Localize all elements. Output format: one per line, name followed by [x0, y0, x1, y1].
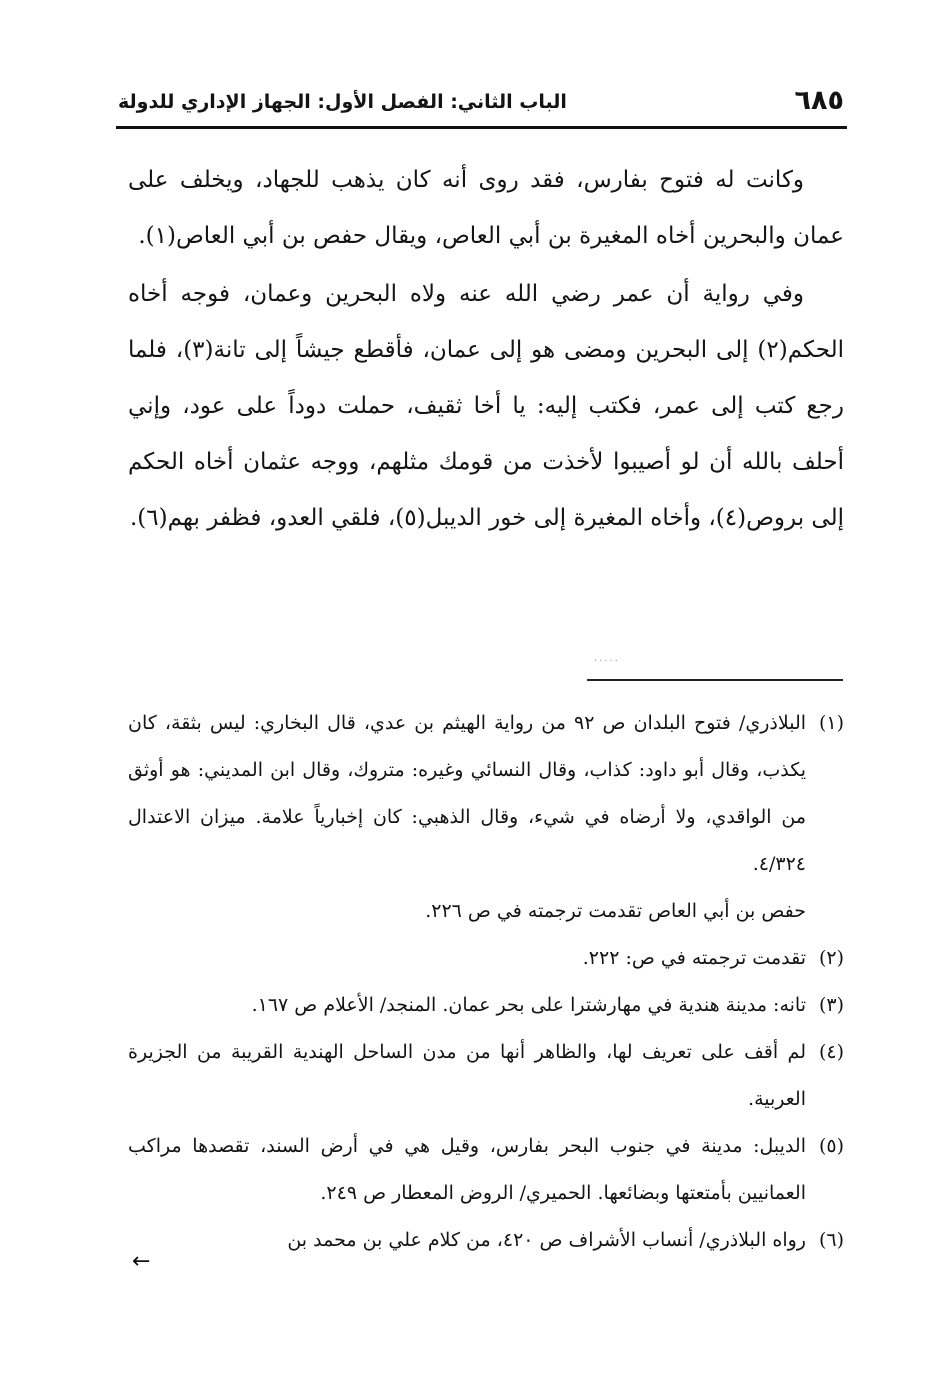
footnote-number: (٤)	[818, 1041, 844, 1063]
footnote-number: (٦)	[818, 1229, 844, 1251]
footnote-text: تقدمت ترجمته في ص: ٢٢٢.	[582, 947, 806, 969]
continue-arrow-icon: ←	[132, 1249, 151, 1274]
footnote-separator	[587, 679, 843, 681]
footnote	[128, 935, 844, 982]
paragraph: وفي رواية أن عمر رضي الله عنه ولاه البحرين وعمان، فوجه أخاه الحكم(٢) إلى البحرين ومضى هو إلى عمان، فأقطع جيشاً إلى تانة(٣)، فلما رجع كتب إلى عمر، فكتب إليه: يا أخا ثقيف، حملت دوداً على عود، وإني أحلف بالله أن لو أصيبوا لأخذت من قومك مثلهم، ووجه عثمان أخاه الحكم إلى بروص(٤)، وأخاه المغيرة إلى خور الديبل(٥)، فلقي العدو، فظفر بهم(٦).	[128, 281, 844, 531]
footnote	[128, 1123, 844, 1217]
page-header	[118, 84, 844, 124]
footnote	[128, 1029, 844, 1123]
running-title: الباب الثاني: الفصل الأول: الجهاز الإداري للدولة	[118, 91, 567, 113]
footnote-text: تانه: مدينة هندية في مهارشترا على بحر عمان. المنجد/ الأعلام ص ١٦٧.	[251, 994, 806, 1016]
footnote-text: الديبل: مدينة في جنوب البحر بفارس، وقيل هي في أرض السند، تقصدها مراكب العمانيين بأمتعتها وبضائعها. الحميري/ الروض المعطار ص ٢٤٩.	[128, 1135, 806, 1204]
page-number: ٦٨٥	[794, 85, 844, 116]
footnote-text: رواه البلاذري/ أنساب الأشراف ص ٤٢٠، من كلام علي بن محمد بن	[287, 1229, 806, 1251]
footnote	[128, 700, 844, 888]
footnote-number: (١)	[818, 712, 844, 734]
footnote-continuation: حفص بن أبي العاص تقدمت ترجمته في ص ٢٢٦.	[425, 900, 806, 922]
footnote-number: (٥)	[818, 1135, 844, 1157]
footnote-number: (٣)	[818, 994, 844, 1016]
footnote-number: (٢)	[818, 947, 844, 969]
paragraph: وكانت له فتوح بفارس، فقد روى أنه كان يذهب للجهاد، ويخلف على عمان والبحرين أخاه المغيرة بن أبي العاص، ويقال حفص بن أبي العاص(١).	[128, 167, 844, 249]
footnotes	[128, 700, 844, 1264]
footnote	[128, 1217, 844, 1264]
separator-dots: .....	[594, 653, 620, 664]
header-rule	[116, 126, 847, 129]
footnote-text	[128, 700, 806, 888]
footnote	[128, 982, 844, 1029]
footnote-body: البلاذري/ فتوح البلدان ص ٩٢ من رواية الهيثم بن عدي، قال البخاري: ليس بثقة، كان يكذب، وقال أبو داود: كذاب، وقال النسائي وغيره: متروك، وقال ابن المديني: هو أوثق من الواقدي، ولا أرضاه في شيء، وقال الذهبي: كان إخبارياً علامة. ميزان الاعتدال ٤/٣٢٤.	[128, 712, 807, 875]
footnote-text: لم أقف على تعريف لها، والظاهر أنها من مدن الساحل الهندية القريبة من الجزيرة العربية.	[128, 1041, 806, 1110]
main-text	[128, 152, 844, 546]
